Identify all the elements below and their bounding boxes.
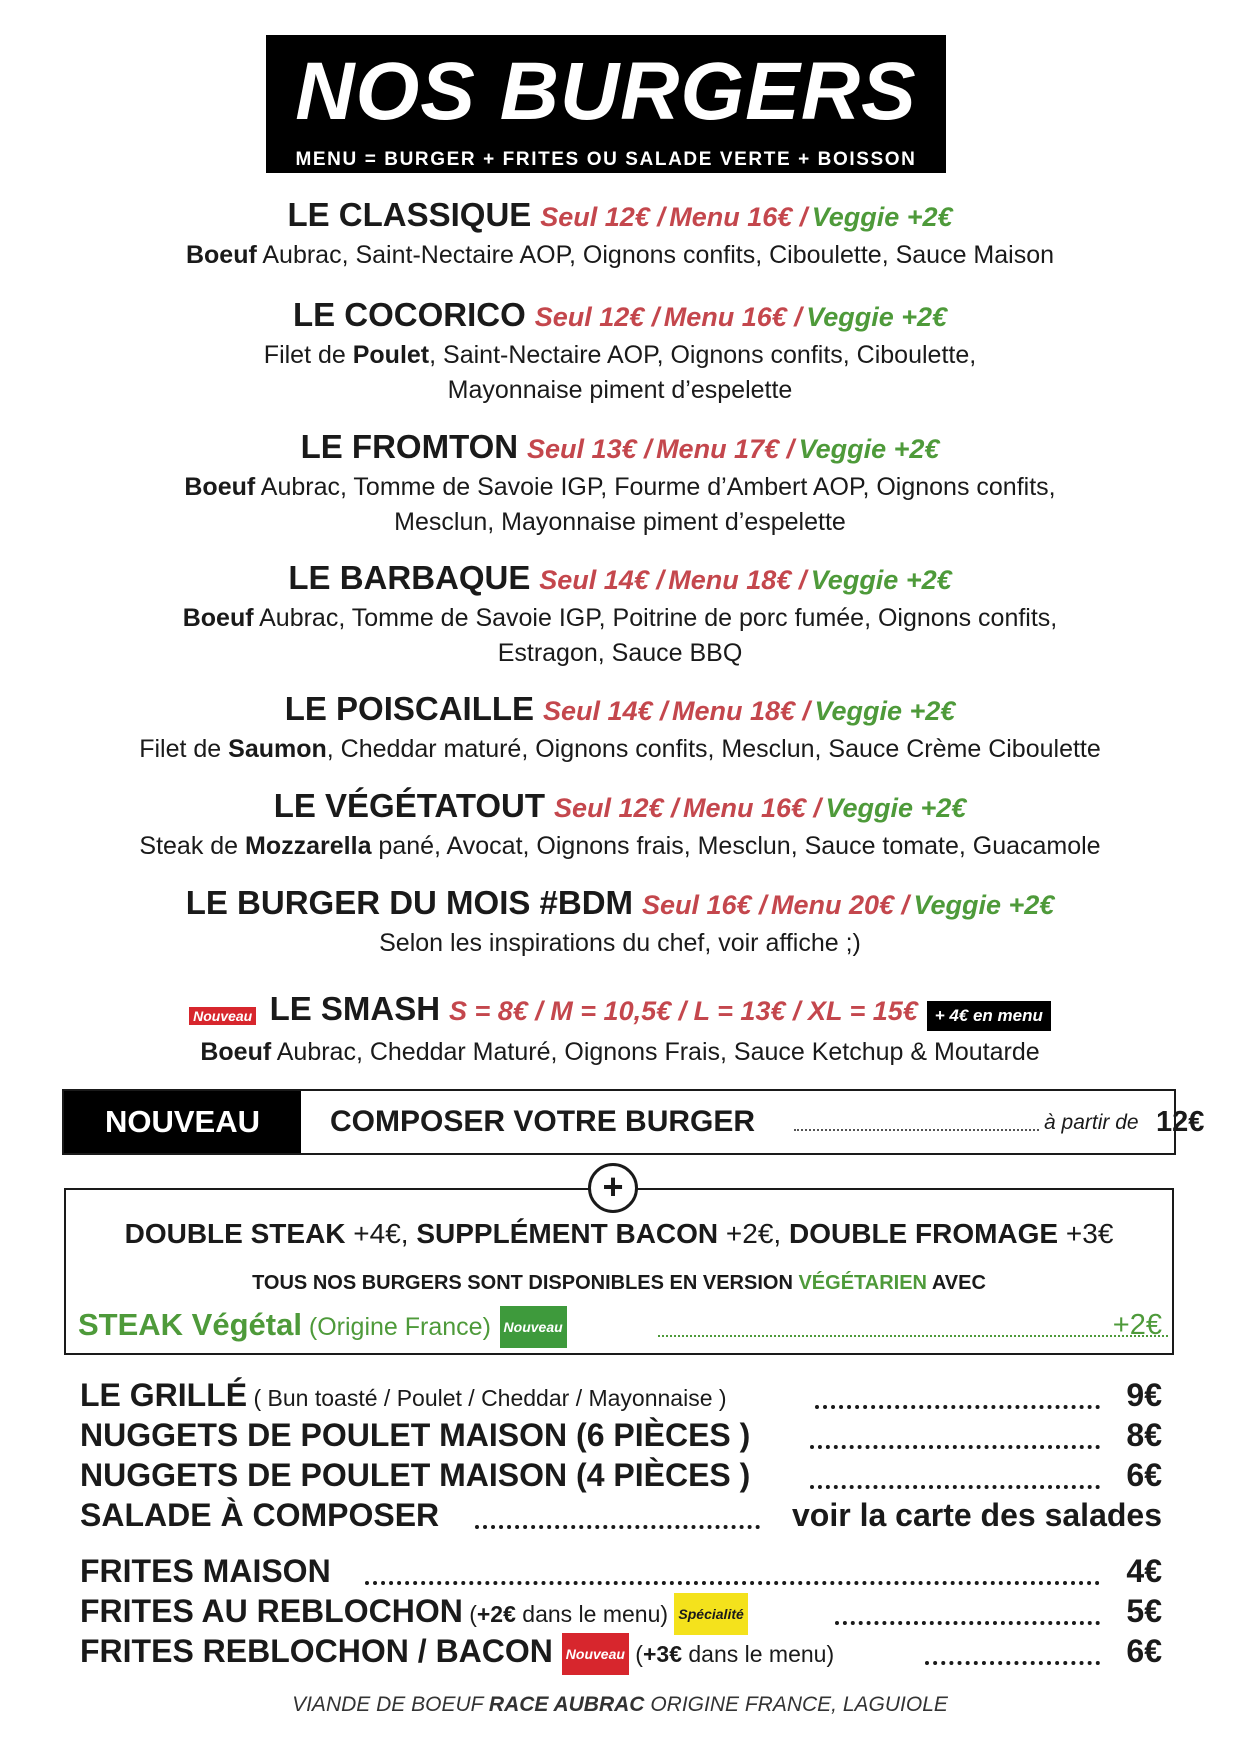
dot-leader (835, 1621, 1100, 1625)
burger-desc: Steak de (139, 832, 246, 860)
footer-note (0, 1693, 1240, 1717)
burger-price-veggie: Veggie +2€ (913, 890, 1055, 920)
vegetarian-note-text: TOUS NOS BURGERS SONT DISPONIBLES EN VERSION (252, 1272, 799, 1294)
burger-desc-bold: Boeuf (200, 1037, 272, 1066)
burger-price-seul: Seul 16€ / (641, 890, 767, 920)
item-name: NUGGETS DE POULET MAISON (4 PIÈCES ) (80, 1457, 751, 1493)
burger-name: LE CLASSIQUE (287, 196, 532, 233)
smash-prices: S = 8€ / M = 10,5€ / L = 13€ / XL = 15€ (448, 996, 918, 1026)
burger-desc: pané, Avocat, Oignons frais, Mesclun, Sauce tomate, Guacamole (371, 832, 1101, 860)
burger-desc: Aubrac, Cheddar Maturé, Oignons Frais, Sauce Ketchup & Moutarde (271, 1037, 1040, 1066)
burger-price-veggie: Veggie +2€ (814, 696, 956, 726)
burger-price-veggie: Veggie +2€ (810, 565, 952, 595)
burger-price-menu: Menu 18€ / (668, 565, 807, 595)
item-price: voir la carte des salades (792, 1497, 1162, 1533)
item-name: FRITES AU REBLOCHON (80, 1593, 463, 1629)
veg-steak-line (78, 1305, 1162, 1345)
item-name: NUGGETS DE POULET MAISON (6 PIÈCES ) (80, 1417, 751, 1453)
dot-leader (658, 1335, 1168, 1337)
item-price: 6€ (1126, 1633, 1162, 1669)
burger-item (0, 428, 1240, 540)
burger-desc-bold: Poulet (352, 341, 430, 369)
burger-price-menu: Menu 16€ / (682, 793, 822, 823)
menu-badge: + 4€ en menu (927, 1001, 1051, 1031)
veg-steak-price: +2€ (1112, 1309, 1162, 1341)
veg-steak-origin: (Origine France) (301, 1313, 491, 1341)
burger-item (0, 559, 1240, 671)
compose-new-badge: NOUVEAU (64, 1091, 301, 1153)
compose-from: à partir de (1044, 1111, 1139, 1134)
burger-desc: , Cheddar maturé, Oignons confits, Mesclun, Sauce Crème Ciboulette (326, 735, 1101, 763)
supplement-price: +4€, (345, 1218, 417, 1249)
burger-name: LE SMASH (269, 990, 441, 1027)
item-detail: ( Bun toasté / Poulet / Cheddar / Mayonnaise ) (247, 1385, 727, 1411)
vegetarian-word: VÉGÉTARIEN (798, 1272, 928, 1294)
item-price: 4€ (1126, 1553, 1162, 1589)
item-detail: ( (462, 1601, 477, 1627)
burger-price-menu: Menu 17€ / (656, 434, 795, 464)
burger-desc-bold: Boeuf (184, 473, 256, 501)
burger-price-seul: Seul 12€ / (540, 202, 665, 232)
burger-name: LE FROMTON (300, 428, 519, 465)
burger-item (0, 690, 1240, 767)
burger-desc: Aubrac, Tomme de Savoie IGP, Fourme d’Ambert AOP, Oignons confits, (255, 473, 1056, 501)
list-item (80, 1631, 1162, 1671)
item-price: 9€ (1126, 1377, 1162, 1413)
new-badge: Nouveau (189, 1007, 256, 1025)
veg-steak-name: STEAK Végétal (78, 1307, 302, 1342)
burger-desc-bold: Boeuf (182, 604, 254, 632)
vegetarian-note-text: AVEC (927, 1272, 986, 1294)
vegetarian-note (66, 1272, 1172, 1295)
burger-price-seul: Seul 14€ / (542, 696, 668, 726)
burger-price-veggie: Veggie +2€ (825, 793, 967, 823)
burger-desc: , Saint-Nectaire AOP, Oignons confits, Ciboulette, (429, 341, 977, 369)
new-badge: Nouveau (562, 1633, 629, 1675)
dot-leader (365, 1581, 1100, 1585)
smash-item (0, 990, 1240, 1070)
supplements-line (66, 1218, 1172, 1250)
item-detail: dans le menu) (515, 1601, 675, 1627)
burger-desc: Aubrac, Saint-Nectaire AOP, Oignons confits, Ciboulette, Sauce Maison (256, 241, 1055, 269)
speciality-badge: Spécialité (674, 1593, 747, 1635)
burger-desc: Aubrac, Tomme de Savoie IGP, Poitrine de porc fumée, Oignons confits, (253, 604, 1058, 632)
burger-item (0, 884, 1240, 961)
item-price: 5€ (1126, 1593, 1162, 1629)
dot-leader (475, 1525, 760, 1529)
list-item (80, 1375, 1162, 1415)
burger-desc: Filet de (139, 735, 229, 763)
item-price: 8€ (1126, 1417, 1162, 1453)
burger-price-seul: Seul 14€ / (539, 565, 664, 595)
page-subtitle: MENU = BURGER + FRITES OU SALADE VERTE + BOISSON (295, 149, 917, 170)
supplement-name: DOUBLE STEAK (124, 1218, 346, 1249)
burger-price-menu: Menu 16€ / (663, 302, 802, 332)
item-name: SALADE À COMPOSER (80, 1497, 440, 1533)
burger-desc: Filet de (263, 341, 353, 369)
list-item (80, 1495, 1162, 1535)
dot-leader (810, 1445, 1100, 1449)
burger-price-veggie: Veggie +2€ (811, 202, 953, 232)
burger-desc-bold: Saumon (228, 735, 327, 763)
item-price: 6€ (1126, 1457, 1162, 1493)
supplement-name: DOUBLE FROMAGE (789, 1218, 1059, 1249)
page-title: NOS BURGERS (295, 46, 917, 137)
item-detail: dans le menu) (681, 1641, 835, 1667)
supplement-name: SUPPLÉMENT BACON (416, 1218, 719, 1249)
item-detail: ( (628, 1641, 643, 1667)
burger-desc-bold: Mozzarella (245, 832, 372, 860)
dot-leader (925, 1661, 1100, 1665)
compose-box (62, 1089, 1205, 1155)
burger-price-seul: Seul 12€ / (534, 302, 660, 332)
plus-icon: + (588, 1163, 638, 1213)
burger-price-seul: Seul 13€ / (527, 434, 652, 464)
supplement-price: +3€ (1058, 1218, 1114, 1249)
burger-name: LE VÉGÉTATOUT (273, 787, 546, 824)
menu-header (266, 35, 946, 173)
supplement-price: +2€, (718, 1218, 789, 1249)
dot-leader (794, 1129, 1039, 1131)
item-name: FRITES REBLOCHON / BACON (80, 1633, 553, 1669)
compose-title: COMPOSER VOTRE BURGER (330, 1105, 756, 1138)
burger-price-veggie: Veggie +2€ (798, 434, 940, 464)
burger-desc-bold: Boeuf (185, 241, 257, 269)
list-item (80, 1455, 1162, 1495)
burger-item (0, 196, 1240, 273)
dot-leader (815, 1405, 1100, 1409)
footer-text: VIANDE DE BOEUF (292, 1693, 489, 1716)
item-name: LE GRILLÉ (80, 1377, 248, 1413)
burger-desc-line2: Mayonnaise piment d’espelette (447, 376, 793, 404)
dot-leader (810, 1485, 1100, 1489)
list-item (80, 1551, 1162, 1591)
burger-desc: Selon les inspirations du chef, voir affiche ;) (379, 929, 861, 957)
burger-price-veggie: Veggie +2€ (806, 302, 948, 332)
burger-desc-line2: Estragon, Sauce BBQ (497, 639, 743, 667)
burger-desc-line2: Mesclun, Mayonnaise piment d’espelette (394, 508, 846, 536)
burger-name: LE BURGER DU MOIS #BDM (185, 884, 634, 921)
burger-item (0, 296, 1240, 408)
burger-price-seul: Seul 12€ / (553, 793, 679, 823)
new-badge: Nouveau (500, 1306, 567, 1348)
burger-name: LE POISCAILLE (284, 690, 535, 727)
footer-bold: RACE AUBRAC (488, 1693, 645, 1716)
item-detail: +2€ (476, 1601, 516, 1627)
list-item (80, 1591, 1162, 1631)
burger-price-menu: Menu 16€ / (669, 202, 808, 232)
item-detail: +3€ (642, 1641, 682, 1667)
compose-price: 12€ (1156, 1106, 1205, 1138)
list-item (80, 1415, 1162, 1455)
burger-price-menu: Menu 18€ / (671, 696, 811, 726)
item-name: FRITES MAISON (80, 1553, 331, 1589)
options-box (64, 1188, 1174, 1355)
burger-price-menu: Menu 20€ / (770, 890, 910, 920)
footer-text: ORIGINE FRANCE, LAGUIOLE (644, 1693, 948, 1716)
burger-item (0, 787, 1240, 864)
burger-name: LE COCORICO (292, 296, 526, 333)
burger-name: LE BARBAQUE (288, 559, 531, 596)
